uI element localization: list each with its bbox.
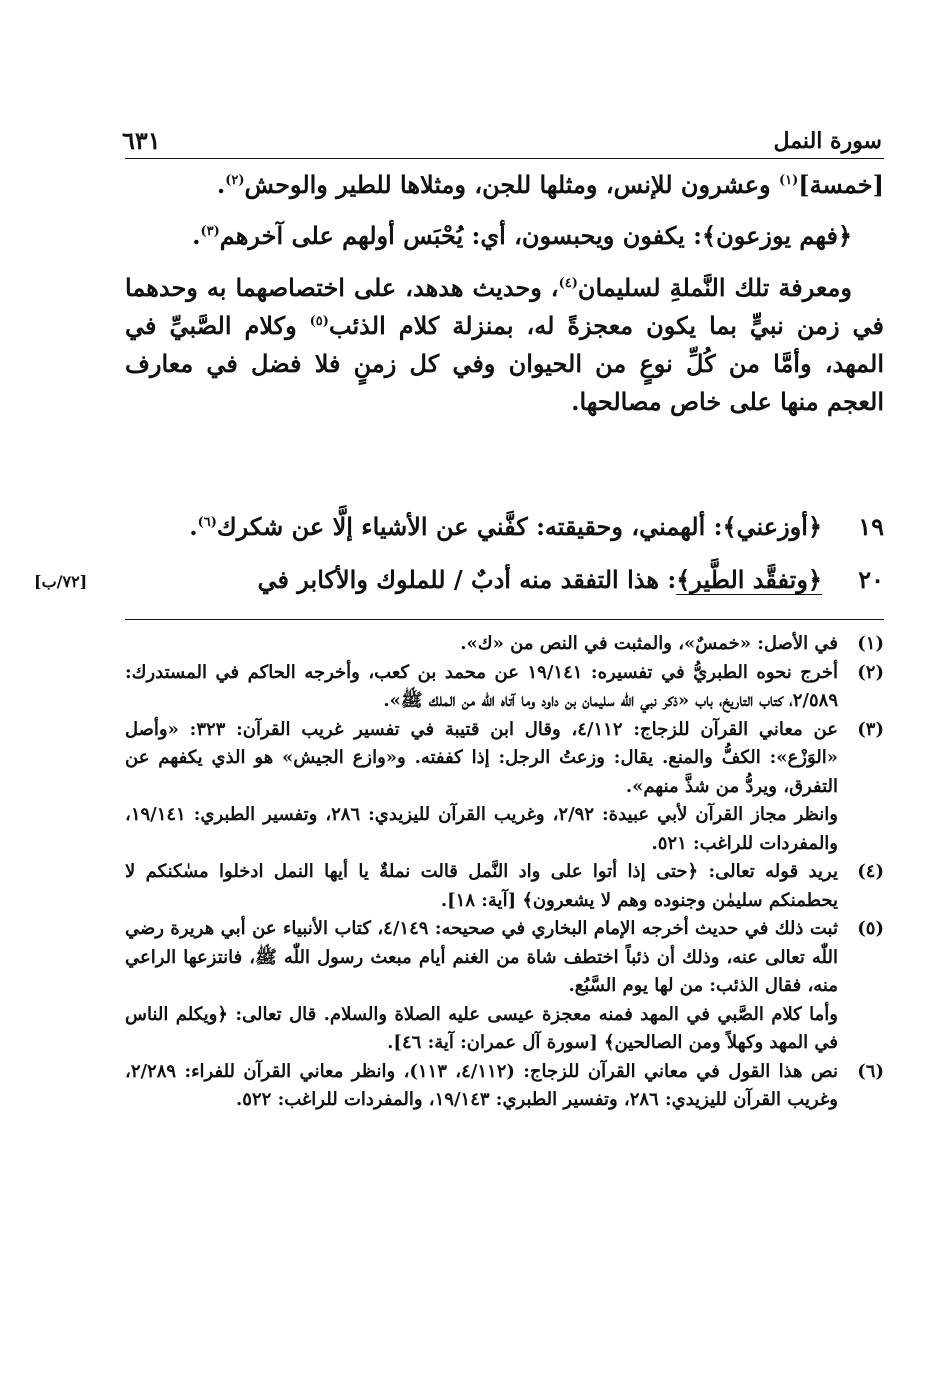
text-run: [خمسة] <box>798 170 884 199</box>
footnote-text: وأما كلام الصَّبي في المهد فمنه معجزة عيسى عليه الصلاة والسلام. قال تعالى: ﴿ويكلم الناس في المهد وكهلاً ومن الصالحين﴾ [سورة آل عمران: آية: ٤٦]. <box>125 1003 838 1053</box>
text-run: ، وحديث هدهد، على اختصاصهما به وحدهما في زمن نبيٍّ بما يكون معجزةً له، بمنزلة كلام الذئب <box>125 273 884 340</box>
footnote-6 <box>125 1058 884 1115</box>
footnote-text: في الأصل: «خمسٌ»، والمثبت في النص من «ك». <box>460 633 838 654</box>
text-run: وكلام الصَّبيِّ في المهد، وأمَّا من كُلِّ نوعٍ من الحيوان وفي كل زمنٍ فلا فضل في معارف العجم منها على خاص مصالحها. <box>125 311 884 416</box>
footnote-3 <box>125 716 884 859</box>
verse-quote: ﴿وتفقَّد الطَّير﴾ <box>676 565 822 594</box>
footnote-text: عن معاني القرآن للزجاج: ٤/١١٢، وقال ابن قتيبة في تفسير غريب القرآن: ٣٢٣: «وأصل «الوَزْع»: الكفُّ والمنع. يقال: وزعتُ الرجل: إذا كففته. و«وازع الجيش» هو الذي يكفهم عن التفرق، ويردُّ من شذَّ منهم». <box>125 718 838 797</box>
footnote-2 <box>125 659 884 716</box>
text-run: ﴿فهم يوزعون﴾: يكفون ويحبسون، أي: يُحْبَس أولهم على آخرهم <box>219 221 852 250</box>
manuscript-folio-marker: [٧٢/ب] <box>34 572 88 591</box>
footnote-ref-3: (٣) <box>200 224 220 239</box>
footnote-ref-5: (٥) <box>309 314 329 329</box>
paragraph-1 <box>125 166 884 204</box>
footnote-divider <box>125 619 884 620</box>
page-number: ٦٣١ <box>122 126 161 155</box>
text-run: ومعرفة تلك النَّملةِ لسليمان <box>577 273 852 302</box>
footnote-text: ثبت ذلك في حديث أخرجه الإمام البخاري في صحيحه: ٤/١٤٩، كتاب الأنبياء عن أبي هريرة رضي اللّٰه تعالى عنه، وذلك أن ذئباً اختطف شاة من الغنم أيام مبعث رسول اللّٰه ﷺ، فانتزعها الراعي منه، فقال الذئب: من لها يوم السَّبُع. <box>125 918 838 996</box>
footnote-number: (٢) <box>857 661 884 683</box>
footnote-text: يريد قوله تعالى: ﴿حتى إذا أتوا على واد النَّمل قالت نملةٌ يا أيها النمل ادخلوا مسٰكنكم لا يحطمنكم سليمٰن وجنوده وهم لا يشعرون﴾ [آية: ١٨]. <box>125 861 838 911</box>
text-run: : هذا التفقد منه أدبٌ / للملوك والأكابر في <box>257 565 677 594</box>
footnote-4 <box>125 858 884 915</box>
footnote-ref-1: (١) <box>779 173 799 188</box>
text-run: وعشرون للإنس، ومثلها للجن، ومثلاها للطير والوحش <box>244 170 779 199</box>
main-text <box>125 166 884 421</box>
footnote-1 <box>125 630 884 659</box>
paragraph-2 <box>125 217 884 255</box>
text-run: . <box>192 221 201 250</box>
footnote-text: نص هذا القول في معاني القرآن للزجاج: (٤/١١٢، ١١٣)، وانظر معاني القرآن للفراء: ٢/٢٨٩، وغريب القرآن لليزيدي: ٢٨٦، وتفسير الطبري: ١٩/١٤٣، والمفردات للراغب: ٥٢٢. <box>125 1060 838 1110</box>
footnote-text: وانظر مجاز القرآن لأبي عبيدة: ٢/٩٢، وغريب القرآن لليزيدي: ٢٨٦، وتفسير الطبري: ١٩/١٤١، والمفردات للراغب: ٥٢١. <box>125 804 838 854</box>
footnote-number: (٦) <box>857 1060 884 1082</box>
verse-entry-20 <box>125 565 884 601</box>
footnote-ref-6: (٦) <box>197 515 217 530</box>
verse-number: ١٩ <box>858 512 884 541</box>
text-run: . <box>189 512 198 541</box>
verse-commentary <box>189 512 822 541</box>
footnote-number: (٤) <box>857 861 884 882</box>
footnote-ref-4: (٤) <box>558 276 578 291</box>
footnote-number: (٣) <box>857 718 884 740</box>
text-run: ﴿أوزعني﴾: ألهمني، وحقيقته: كفَّني عن الأشياء إلَّا عن شكرك <box>216 512 822 541</box>
footnote-number: (١) <box>857 633 884 654</box>
paragraph-3 <box>125 269 884 421</box>
footnote-ref-2: (٢) <box>225 173 245 188</box>
header-divider <box>125 158 884 159</box>
text-run: . <box>216 170 226 199</box>
verse-entry-19 <box>125 512 884 548</box>
verse-commentary <box>257 565 822 594</box>
footnotes <box>125 630 884 1115</box>
footnote-text: أخرج نحوه الطبريُّ في تفسيره: ١٩/١٤١ عن محمد بن كعب، وأخرجه الحاكم في المستدرك: ٢/٥٨٩، كتاب التاريخ، باب «ذكر نبي اللّٰه سليمان بن داود وما آتاه اللّٰه من الملك ﷺ». <box>125 661 838 711</box>
footnote-number: (٥) <box>857 918 884 939</box>
footnote-5 <box>125 915 884 1058</box>
running-header-title: سورة النمل <box>773 128 882 154</box>
verse-number: ٢٠ <box>858 565 884 594</box>
